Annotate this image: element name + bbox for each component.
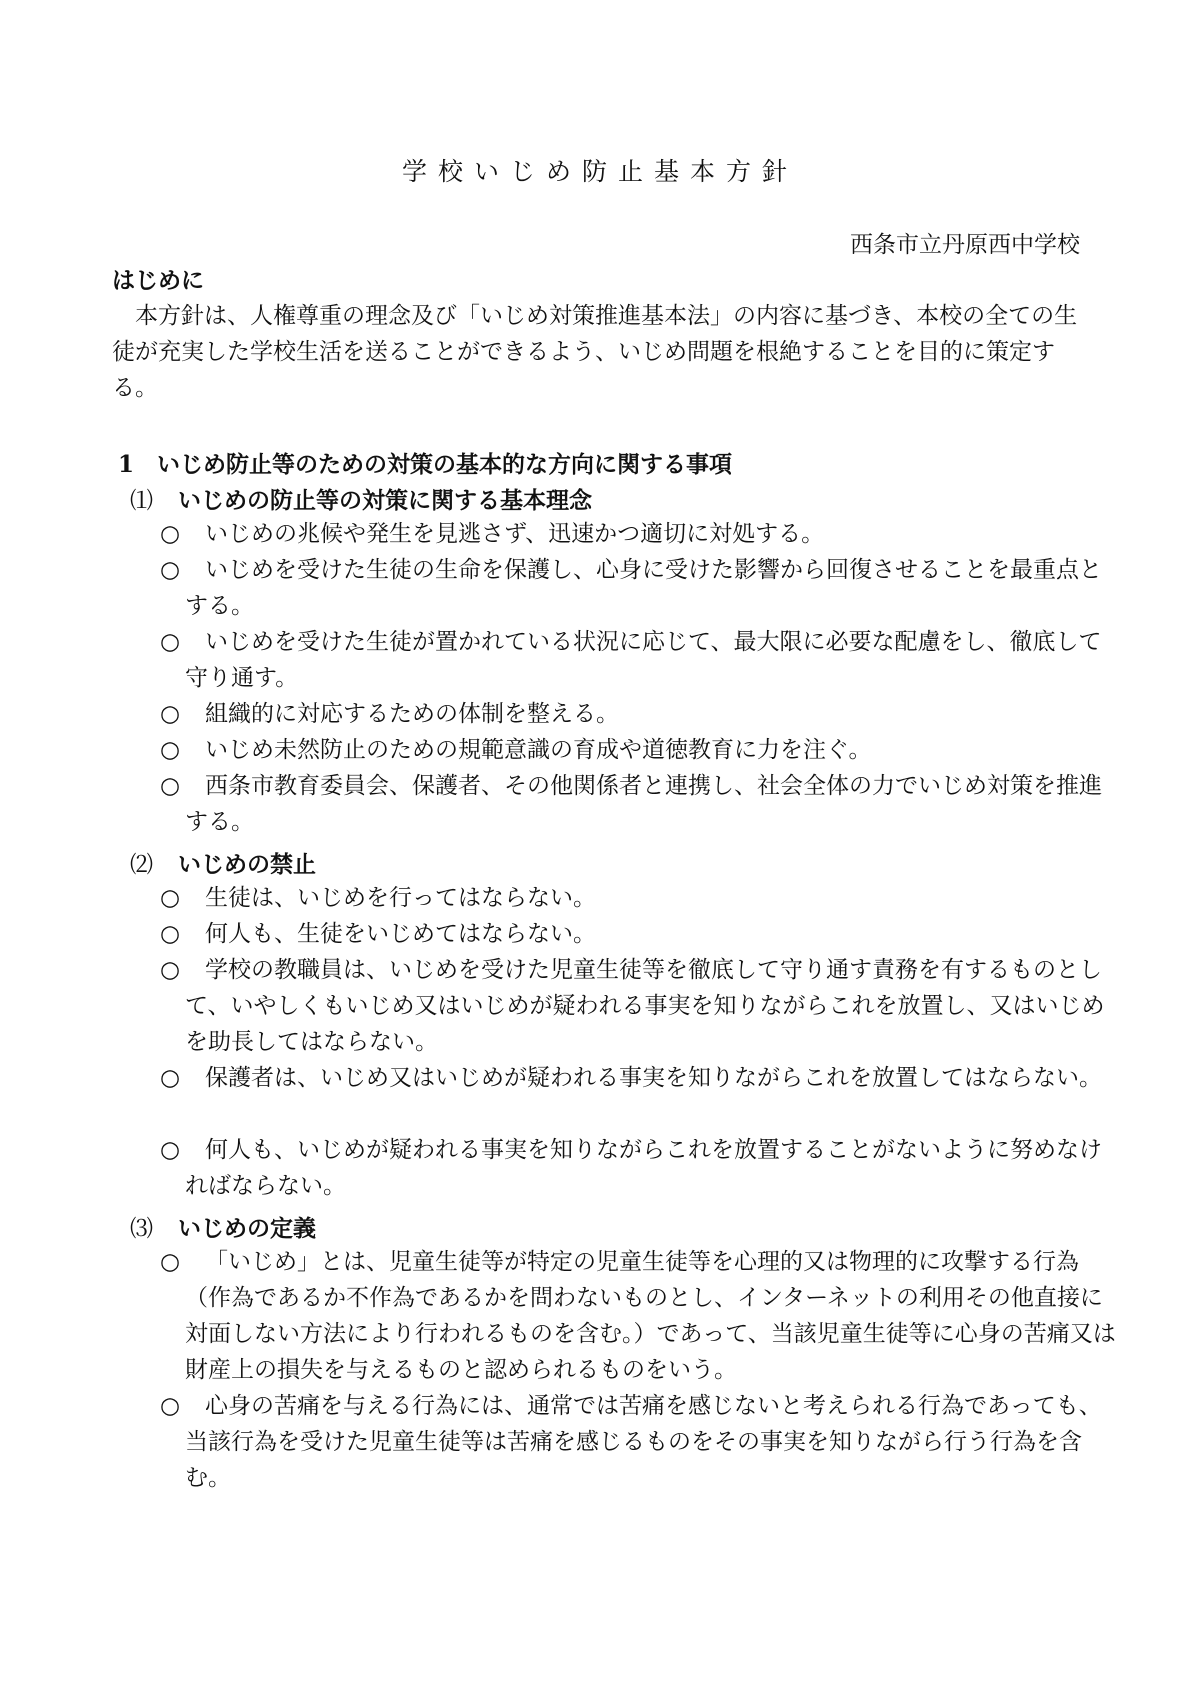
circle-bullet-icon: ○ [160, 521, 181, 547]
list-item: ○ 保護者は、いじめ又はいじめが疑われる事実を知りながらこれを放置してはならない。 [160, 1060, 1120, 1096]
circle-bullet-icon: ○ [160, 701, 181, 727]
subsection-title: いじめの防止等の対策に関する基本理念 [178, 487, 592, 514]
subsection-number: ⑵ [130, 852, 153, 878]
subsection-number: ⑶ [130, 1216, 153, 1242]
school-name: 西条市立丹原西中学校 [850, 232, 1080, 258]
circle-bullet-icon: ○ [160, 737, 181, 763]
circle-bullet-icon: ○ [160, 885, 181, 911]
subsection-title: いじめの定義 [178, 1215, 316, 1242]
intro-paragraph: 本方針は、人権尊重の理念及び「いじめ対策推進基本法」の内容に基づき、本校の全ての生徒が充実した学校生活を送ることができるよう、いじめ問題を根絶することを目的に策定する。 [112, 303, 1078, 401]
circle-bullet-icon: ○ [160, 1065, 181, 1091]
circle-bullet-icon: ○ [160, 1249, 181, 1275]
circle-bullet-icon: ○ [160, 1393, 181, 1419]
list-item: ○ 学校の教職員は、いじめを受けた児童生徒等を徹底して守り通す責務を有するものとして、いやしくもいじめ又はいじめが疑われる事実を知りながらこれを放置し、又はいじめを助長してはならない。 [160, 952, 1120, 1060]
section-1-heading: 1 いじめ防止等のための対策の基本的な方向に関する事項 [118, 451, 733, 478]
list-item: ○ 生徒は、いじめを行ってはならない。 [160, 880, 1120, 916]
circle-bullet-icon: ○ [160, 1137, 181, 1163]
circle-bullet-icon: ○ [160, 921, 181, 947]
list-item: ○ 何人も、いじめが疑われる事実を知りながらこれを放置することがないように努めなければならない。 [160, 1132, 1120, 1204]
circle-bullet-icon: ○ [160, 957, 181, 983]
list-item: ○ いじめ未然防止のための規範意識の育成や道徳教育に力を注ぐ。 [160, 732, 1120, 768]
circle-bullet-icon: ○ [160, 557, 181, 583]
circle-bullet-icon: ○ [160, 773, 181, 799]
list-item: ○ 何人も、生徒をいじめてはならない。 [160, 916, 1120, 952]
circle-bullet-icon: ○ [160, 629, 181, 655]
list-item: ○ 組織的に対応するための体制を整える。 [160, 696, 1120, 732]
subsection-2-heading [130, 846, 316, 879]
subsection-number: ⑴ [130, 488, 153, 514]
subsection-3-heading [130, 1210, 316, 1243]
subsection-title: いじめの禁止 [178, 851, 316, 878]
intro-heading: はじめに [112, 267, 204, 294]
list-item: ○ いじめを受けた生徒の生命を保護し、心身に受けた影響から回復させることを最重点とする。 [160, 552, 1120, 624]
list-item: ○ いじめの兆候や発生を見逃さず、迅速かつ適切に対処する。 [160, 516, 1120, 552]
document-title: 学校いじめ防止基本方針 [401, 157, 798, 186]
list-item: ○ 「いじめ」とは、児童生徒等が特定の児童生徒等を心理的又は物理的に攻撃する行為（作為であるか不作為であるかを問わないものとし、インターネットの利用その他直接に対面しない方法により行われるものを含む。）であって、当該児童生徒等に心身の苦痛又は財産上の損失を与えるものと認められるものをいう。 [160, 1244, 1120, 1388]
list-item: ○ 西条市教育委員会、保護者、その他関係者と連携し、社会全体の力でいじめ対策を推進する。 [160, 768, 1120, 840]
list-item: ○ 心身の苦痛を与える行為には、通常では苦痛を感じないと考えられる行為であっても、当該行為を受けた児童生徒等は苦痛を感じるものをその事実を知りながら行う行為を含む。 [160, 1388, 1120, 1496]
subsection-1-heading [130, 482, 592, 515]
list-item: ○ いじめを受けた生徒が置かれている状況に応じて、最大限に必要な配慮をし、徹底して守り通す。 [160, 624, 1120, 696]
